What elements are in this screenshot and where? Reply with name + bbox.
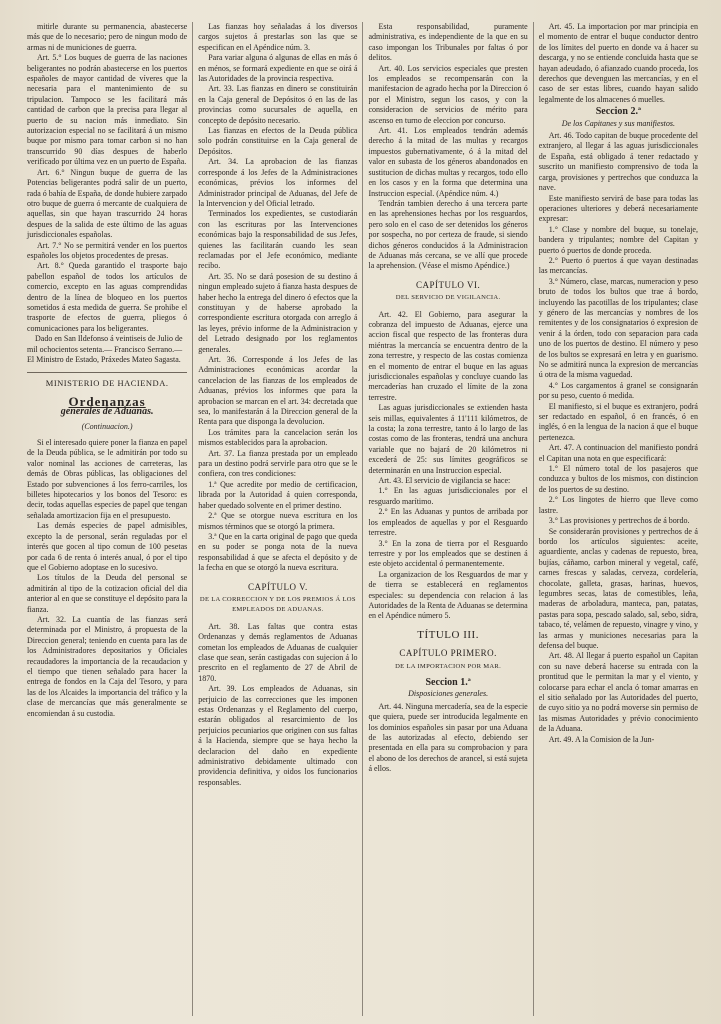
paragraph: Los títulos de la Deuda del personal se admitirán al tipo de la cotizacion oficial del dia anterior al en que se constituye el depósito para la fianza. (27, 573, 188, 614)
paragraph: 2.ª Que se otorgue nueva escritura en los mismos términos que se otorgó la primera. (198, 511, 358, 531)
paragraph: Art. 7.° No se permitirá vender en los puertos españoles los objetos procedentes de presas. (27, 240, 188, 260)
paragraph: 3.ª Que en la carta original de pago que queda en su poder se ponga nota de la nueva responsabilidad á que se afecta el depósito y de la fecha en que se otorgó la nueva escritura. (198, 531, 358, 573)
paragraph: Art. 32. La cuantía de las fianzas será determinada por el Ministro, á propuesta de la Direccion general; teniendo en cuenta para las de los Administradores depositarios y Oficiales recaudadores la importancia de la recaudacion y el tiempo que tienen señalado para hacer la entrega de fondos en la Caja del Tesoro, y para las de los Alcaides la importancia del tráfico y la clase de mercancías que más generalmente se encomiendan á su custodia. (27, 614, 188, 718)
paragraph: Art. 46. Todo capitan de buque procedente del extranjero, al llegar á las aguas jurisdiccionales de España, está obligado á tener redactado y suscrito un manifiesto comprensivo de toda la carga, provisiones y pertrechos que conduzca la nave. (538, 131, 698, 193)
decree-signature: Dado en San Ildefonso á veintiseis de Julio de mil ochocientos setenta.— Francisco Serrano.—El Ministro de Estado, Práxedes Mateo Sagasta. (27, 334, 183, 364)
column-3 (362, 22, 532, 1016)
paragraph: 2.° Los lingotes de hierro que lleve como lastre. (538, 495, 698, 515)
chapter-subheading: DE LA CORRECCION Y DE LOS PREMIOS Á LOS EMPLEADOS DE ADUANAS. (199, 595, 356, 614)
paragraph: Art. 49. A la Comision de la Jun- (548, 734, 655, 744)
ordenanzas-title: Ordenanzas (68, 393, 146, 409)
continuation-note: (Continuacion.) (81, 421, 133, 431)
chapter-heading: CAPÍTULO V. (248, 581, 308, 592)
paragraph: Art. 48. Al llegar á puerto español un Capitan con su nave deberá hacerse su entrada con la prontitud que le permitan la mar y el viento, y colocarse para echar el ancla ó tomar amarras en el sitio señalado por las Autoridades del puerto, de cuyo sitio ya no podrá moverse sin permiso de las mismas Autoridades y prévio conocimiento de la Aduana. (538, 651, 698, 734)
paragraph: Art. 6.° Ningun buque de guerra de las Potencias beligerantes podrá salir de un puerto, rada ó bahía de España, de donde hubiere zarpado otro buque de guerra ó mercante de cualquiera de aquellas, sin que hayan trascurrido 24 horas despues de la salida de este último de las aguas jurisdiccionales españolas. (27, 167, 188, 240)
column-1 (22, 22, 192, 1016)
paragraph: 3.° Número, clase, marcas, numeracion y peso bruto de todos los bultos que trae á bordo, incluyendo las pacotillas de los tripulantes; clase y género de las mercancías y nombres de los remitentes y de los consignatarios ó expresion de venir á la órden, todo con separacion para cada uno de los puertos de destino. El número y peso de los bultos se expresará en letra y en guarismo. No se admitirá nunca la expresion de mercancías ú otra de la misma vaguedad. (538, 276, 698, 380)
paragraph: Art. 34. La aprobacion de las fianzas corresponde á los Jefes de la Administraciones económicas, prévios los informes del Administrador principal de Aduanas, del Jefe de la Intervencion y del Oficial letrado. (198, 157, 358, 208)
paragraph: Art. 39. Los empleados de Aduanas, sin perjuicio de las correcciones que les imponen estas Ordenanzas y el Reglamento del cuerpo, estarán obligados al resarcimiento de los perjuicios pecuniarios que originen con sus faltas á la Hacienda, siempre que se haya hecho la declaracion del daño en expediente administrativo debidamente ultimado con providencia definitiva, y oidos los funcionarios responsables. (198, 684, 358, 787)
paragraph: 1.° El número total de los pasajeros que conduzca y bultos de los mismos, con distincion de los puertos de su destino. (538, 464, 698, 494)
paragraph: Se considerarán provisiones y pertrechos de á bordo los artículos siguientes: aceite, aguardiente, anclas y cadenas de repuesto, brea, bujías, cáñamo, carbon mineral y vegetal, café, carnes frescas y saladas, cerveza, cordelería, chocolate, galleta, grasas, harinas, huevos, legumbres secas, latas de comestibles, leña, maderas de arboladura, manteca, pan, patatas, pastas para sopa, pescado salado, sal, sebo, sidra, tabaco, té, velámen de repuesto, vinagre y vino, y las armas y municiones necesarias para la defensa del buque. (538, 526, 698, 650)
paragraph: La organizacion de los Resguardos de mar y de tierra se establecerá en reglamentos especiales: su dependencia con relacion á las Autoridades de la Renta de Aduanas se determina en el Apéndice número 5. (368, 569, 528, 621)
paragraph: Art. 40. Los servicios especiales que presten los empleados se recompensarán con la manifestacion de agrado hecha por la Direccion ó por el Ministro, segun los casos, y con la consideracion de servicios de mérito para ascenso en turno de eleccion por concurso. (368, 63, 528, 125)
paragraph: El manifiesto, si el buque es extranjero, podrá ser redactado en español, ó en francés, ó en inglés, ó en la lengua de la nacion á que el buque pertenezca. (538, 401, 698, 442)
paragraph: Las fianzas en efectos de la Deuda pública solo podrán constituirse en la Caja general de Depósitos. (198, 126, 358, 156)
chapter-subheading: DEL SERVICIO DE VIGILANCIA. (395, 294, 501, 302)
paragraph: Este manifiesto servirá de base para todas las operaciones ulteriores y deberá necesariamente expresar: (538, 193, 698, 224)
ordenanzas-subtitle: generales de Aduanas. (60, 406, 154, 418)
col1-paragraphs-2 (27, 438, 187, 719)
column-4 (533, 22, 703, 1016)
section-subheading: Disposiciones generales. (408, 689, 489, 699)
text-columns (22, 22, 703, 1016)
paragraph: 4.° Los cargamentos á granel se consignarán por su peso, cuento ó medida. (538, 380, 698, 401)
paragraph: Art. 5.° Los buques de guerra de las naciones beligerantes no podrán abastecerse en los puertos españoles de mayor cantidad de víveres que la necesaria para el mantenimiento de su tripulacion. Tampoco se les facilitará más cantidad de carbon que la precisa para llegar al puerto de su nacion más inmediato. Sin autorizacion especial no se facilitará á un mismo buque por mismo para tomar carbon si no han transcurrido 90 días despues de haberlo verificado por última vez en un puerto de España. (27, 53, 188, 167)
paragraph: Las demás especies de papel admisibles, excepto la de personal, serán reguladas por el interés que gocen al tipo comun de 100 pesetas por cada 6 de renta ó interés anual, ó por el tipo que el Gobierno adoptase en lo sucesivo. (27, 521, 188, 572)
paragraph: Art. 36. Corresponde á los Jefes de las Administraciones económicas acordar la cancelacion de las fianzas de los empleados de Aduanas, prévios los informes que para la aprobacion se marcan en el art. 34: decretada que sea, lo manifestarán á la Direccion general de la Renta para que disponga la devolucion. (198, 355, 358, 427)
paragraph: Art. 37. La fianza prestada por un empleado para un destino podrá servirle para otro que se le confiera, con tres condiciones: (198, 448, 358, 479)
paragraph: Esta responsabilidad, puramente administrativa, es independiente de la que en su caso impongan los Tribunales por faltas ó por delitos. (368, 22, 528, 63)
paragraph: 1.° Clase y nombre del buque, su tonelaje, bandera y tripulantes; nombre del Capitan y puerto ó puertos de donde proceda. (538, 224, 698, 255)
column-2 (192, 22, 362, 1016)
title-heading: TÍTULO III. (417, 628, 479, 641)
paragraph: Art. 8.° Queda garantido el trasporte bajo pabellon español de todos los artículos de comercio, excepto en las aguas comprendidas dentro de la línea de bloqueo en los puertos sometidos á esta medida de guerra. Se prohibe el trasporte de efectos de guerra, pliegos ó comunicaciones para los beligerantes. (27, 261, 188, 333)
paragraph: Las aguas jurisdiccionales se extienden hasta seis millas, equivalentes á 11'111 kilómetros, de la costa; la zona terrestre, tanto á lo largo de las costas como de las fronteras, tendrá una anchura variable que no bajará de 20 kilómetros ni excederá de 25: sus límites geográficos se determinarán en una Instruccion especial. (368, 403, 528, 475)
paragraph: 2.° En las Aduanas y puntos de arribada por los empleados de aquellas y por el Resguardo terrestre. (368, 507, 528, 538)
paragraph: 1.° En las aguas jurisdiccionales por el resguardo marítimo. (368, 486, 528, 506)
paragraph: Para variar alguna ó algunas de ellas en más ó en ménos, se formará expediente en que se oirá á las Autoridades de la provincia respectiva. (198, 53, 358, 84)
paragraph: 1.ª Que acredite por medio de certificacion, librada por la Autoridad á quien corresponda, haber quedado solvente en el primer destino. (198, 479, 358, 510)
paragraph: Terminados los expedientes, se custodiarán con las escrituras por las Intervenciones económicas bajo la responsabilidad de sus Jefes, quienes las facilitarán cuando les sean reclamadas por el Jefe económico, mediante recibo. (198, 209, 358, 271)
paragraph: Tendrán tambien derecho á una tercera parte en las aprehensiones hechas por los resguardos, pero solo en el caso de ser detenidos los géneros por sospecha, no por certeza de fraude, si siendo dichos géneros conducidos á la Administracion de Aduanas más cercana, se ve allí que procede la aprehension. (Véase el mismo Apéndice.) (368, 198, 528, 271)
col1-paragraphs (27, 22, 187, 365)
chapter-heading: CAPÍTULO VI. (415, 279, 481, 290)
paragraph: Los trámites para la cancelacion serán los mismos establecidos para la aprobacion. (198, 427, 358, 448)
paragraph: Si el interesado quiere poner la fianza en papel de la Deuda pública, se le admitirán por todo su valor nominal las acciones de carreteras, las demás de Obras públicas, las obligaciones del Estado por subvenciones á los ferro-carriles, los billetes hipotecarios y los bonos del Tesoro: es decir, todas aquellas especies de papel que tengan señalada amortizacion fija en el presupuesto. (27, 438, 188, 520)
paragraph: Art. 33. Las fianzas en dinero se constituirán en la Caja general de Depósitos ó en las de las provincias como sucursales de aquella, en concepto de depósito necesario. (198, 84, 358, 125)
paragraph: Art. 47. A continuacion del manifiesto pondrá el Capitan una nota en que especificará: (538, 443, 698, 463)
paragraph: mitirle durante su permanencia, abastecerse más que de lo necesario; pero de ningun modo de armas ni de municiones de guerra. (27, 22, 188, 52)
paragraph: 3.° Las provisiones y pertrechos de á bordo. (548, 516, 690, 526)
paragraph: Art. 45. La importacion por mar principia en el momento de entrar el buque conductor dentro de los límites del puerto en donde va á hacer su descarga, y no se entiende concluida hasta que se hayan adeudado, ó afianzado cuando proceda, los derechos que devenguen las mercancías, y en el caso de ser estas libres, cuando hayan salido legalmente de los almacenes ó muelles. (538, 22, 698, 104)
paragraph: Art. 38. Las faltas que contra estas Ordenanzas y demás reglamentos de Aduanas cometan los empleados de Aduanas de cualquier clase que sean, serán castigadas con sujecion á lo prescrito en el reglamento de 27 de Abril de 1870. (198, 621, 358, 683)
paragraph: 3.° En la zona de tierra por el Resguardo terrestre y por los empleados que se destinen á este objeto accidental ó permanentemente. (368, 538, 528, 569)
section-subheading: De los Capitanes y sus manifiestos. (561, 118, 676, 128)
paragraph: 2.° Puerto ó puertos á que vayan destinadas las mercancías. (538, 255, 698, 276)
paragraph: Art. 41. Los empleados tendrán además derecho á la mitad de las multas y recargos impuestos gubernativamente, ó á la mitad del valor en subasta de los géneros abandonados en sustitucion de dichas multas y recargos, todo ello en los casos y en la forma que determina una Instruccion especial. (Apéndice núm. 4.) (368, 126, 528, 198)
chapter-heading: CAPÍTULO PRIMERO. (399, 648, 497, 659)
paragraph: Art. 35. No se dará posesion de su destino á ningun empleado sujeto á fianza hasta despues de haber hecho la entrega del dinero ó efectos que la constituyan y de haberse aprobado la correspondiente escritura otorgada con arreglo á las leyes, prévio informe de la Administracion y del Letrado designado por los reglamentos generales. (198, 271, 358, 354)
section-heading: Seccion 1.ª (425, 676, 471, 688)
paragraph: Art. 42. El Gobierno, para asegurar la cobranza del impuesto de Aduanas, ejerce una accion fiscal que respecto de las fronteras dura miéntras la mercancía se encuentra dentro de la zona terrestre, y respecto de las costas comienza en el momento de entrar el buque en las aguas jurisdiccionales españolas y concluye cuando las mercaderías han cruzado el límite de la zona terrestre. (368, 309, 528, 402)
paragraph: Las fianzas hoy señaladas á los diversos cargos sujetos á prestarlas son las que se especifican en el Apéndice núm. 3. (198, 22, 358, 52)
chapter-subheading: DE LA IMPORTACION POR MAR. (395, 662, 502, 670)
paragraph: Art. 44. Ninguna mercadería, sea de la especie que quiera, puede ser introducida legalmente en los dominios españoles sin pasar por una Aduana de las autorizadas al efecto, debiendo ser presentada en ella para su comprobacion y para el abono de los derechos de arancel, si está sujeta á ellos. (368, 701, 528, 774)
section-heading: Seccion 2.ª (595, 106, 641, 118)
ministry-heading: MINISTERIO DE HACIENDA. (27, 372, 187, 388)
paragraph: Art. 43. El servicio de vigilancia se hace: (378, 476, 511, 486)
